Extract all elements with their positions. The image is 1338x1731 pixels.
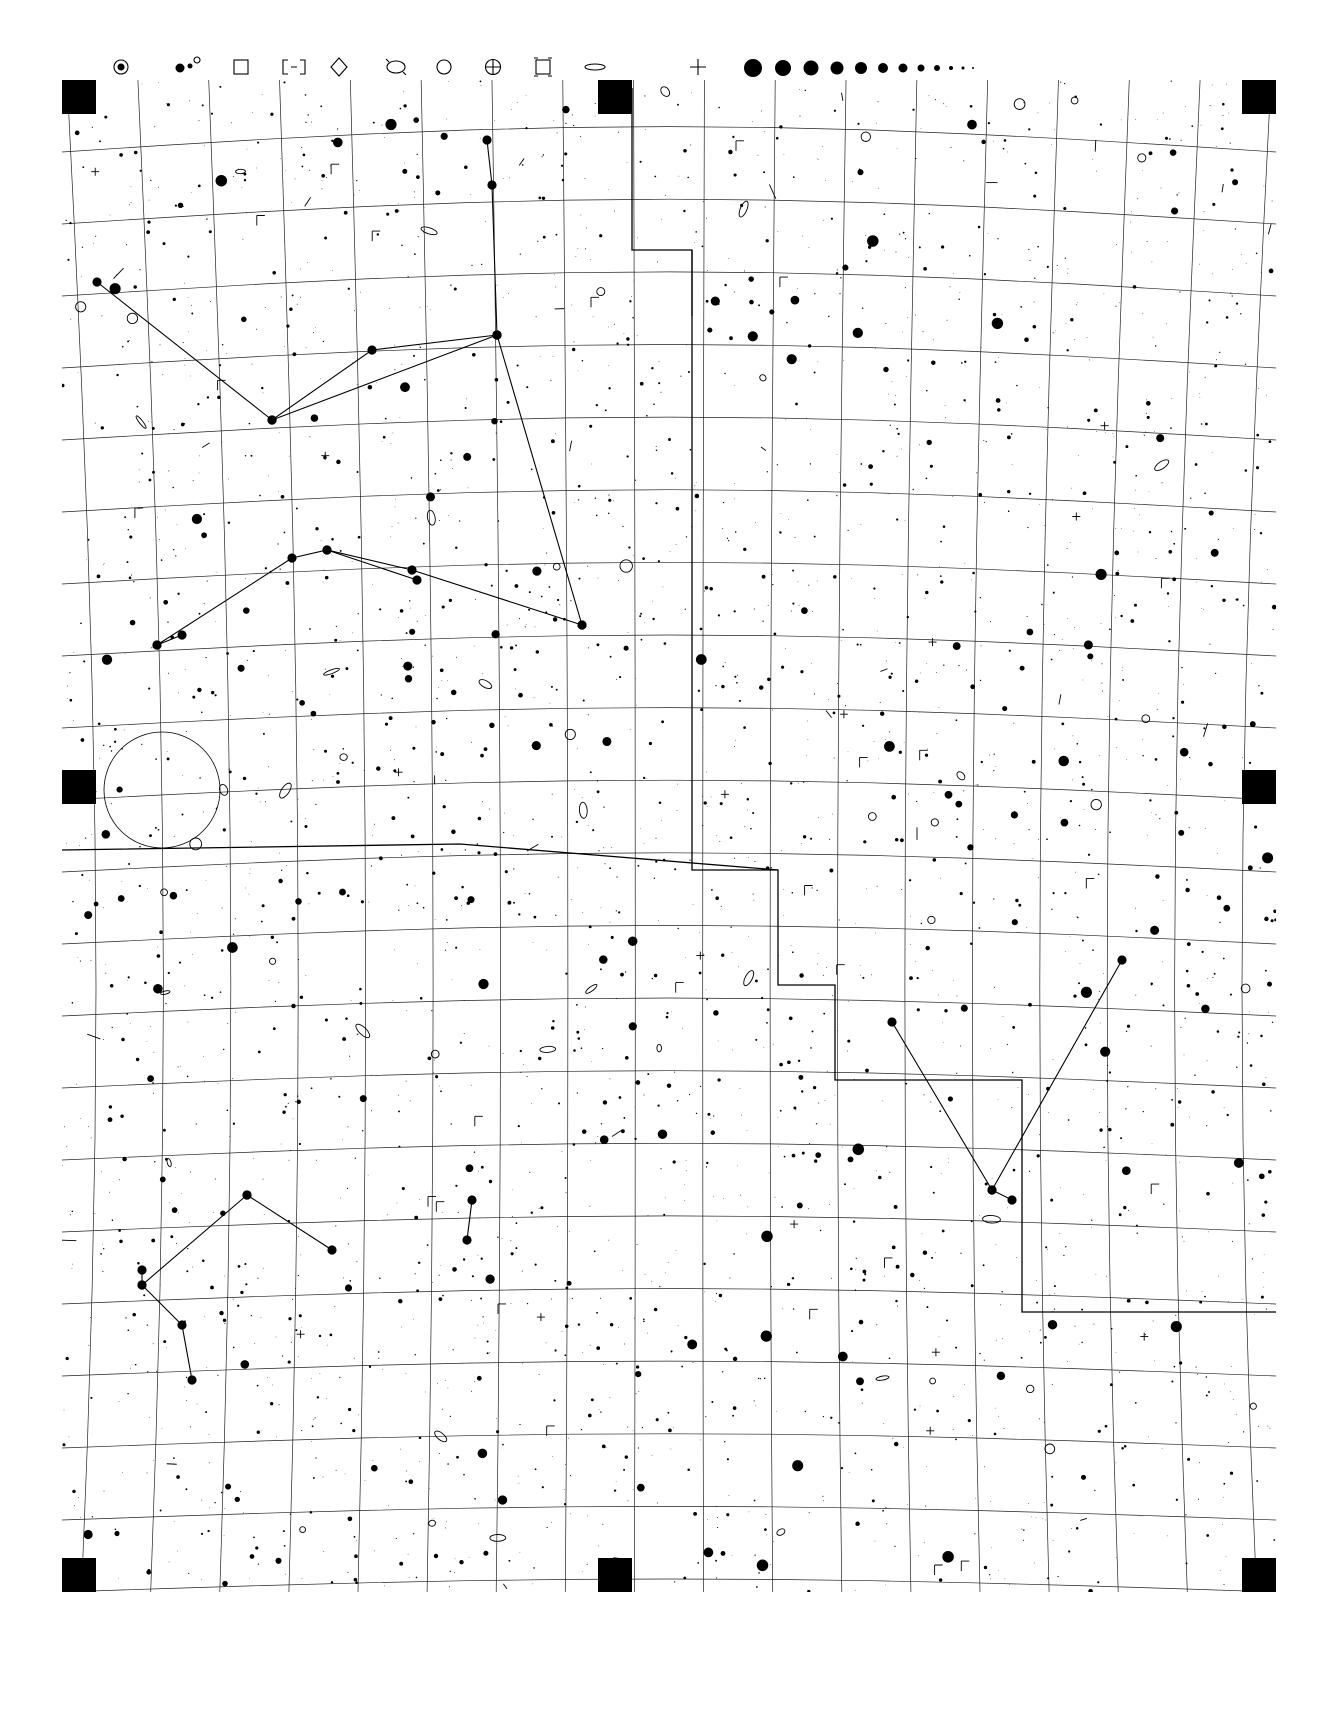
symbol-legend xyxy=(0,0,1338,84)
magnitude-dot xyxy=(855,62,867,74)
magnitude-dot xyxy=(934,65,940,71)
magnitude-dot xyxy=(949,66,953,70)
corner-mark xyxy=(62,770,96,804)
legend-symbols xyxy=(0,0,1338,84)
corner-mark xyxy=(1242,80,1276,114)
corner-mark xyxy=(598,1558,632,1592)
magnitude-dot xyxy=(744,59,762,77)
magnitude-dot xyxy=(918,65,925,72)
magnitude-dot xyxy=(878,63,888,73)
corner-mark xyxy=(1242,770,1276,804)
magnitude-dot xyxy=(899,64,908,73)
magnitude-dot xyxy=(804,61,819,76)
corner-mark xyxy=(1242,1558,1276,1592)
magnitude-dot xyxy=(831,62,844,75)
corner-mark xyxy=(62,1558,96,1592)
corner-mark xyxy=(62,80,96,114)
sky-chart[interactable] xyxy=(62,80,1276,1592)
magnitude-dot xyxy=(962,67,965,70)
magnitude-dot xyxy=(972,67,974,69)
corner-mark xyxy=(598,80,632,114)
magnitude-dot xyxy=(775,60,791,76)
star-field xyxy=(62,80,1276,1592)
